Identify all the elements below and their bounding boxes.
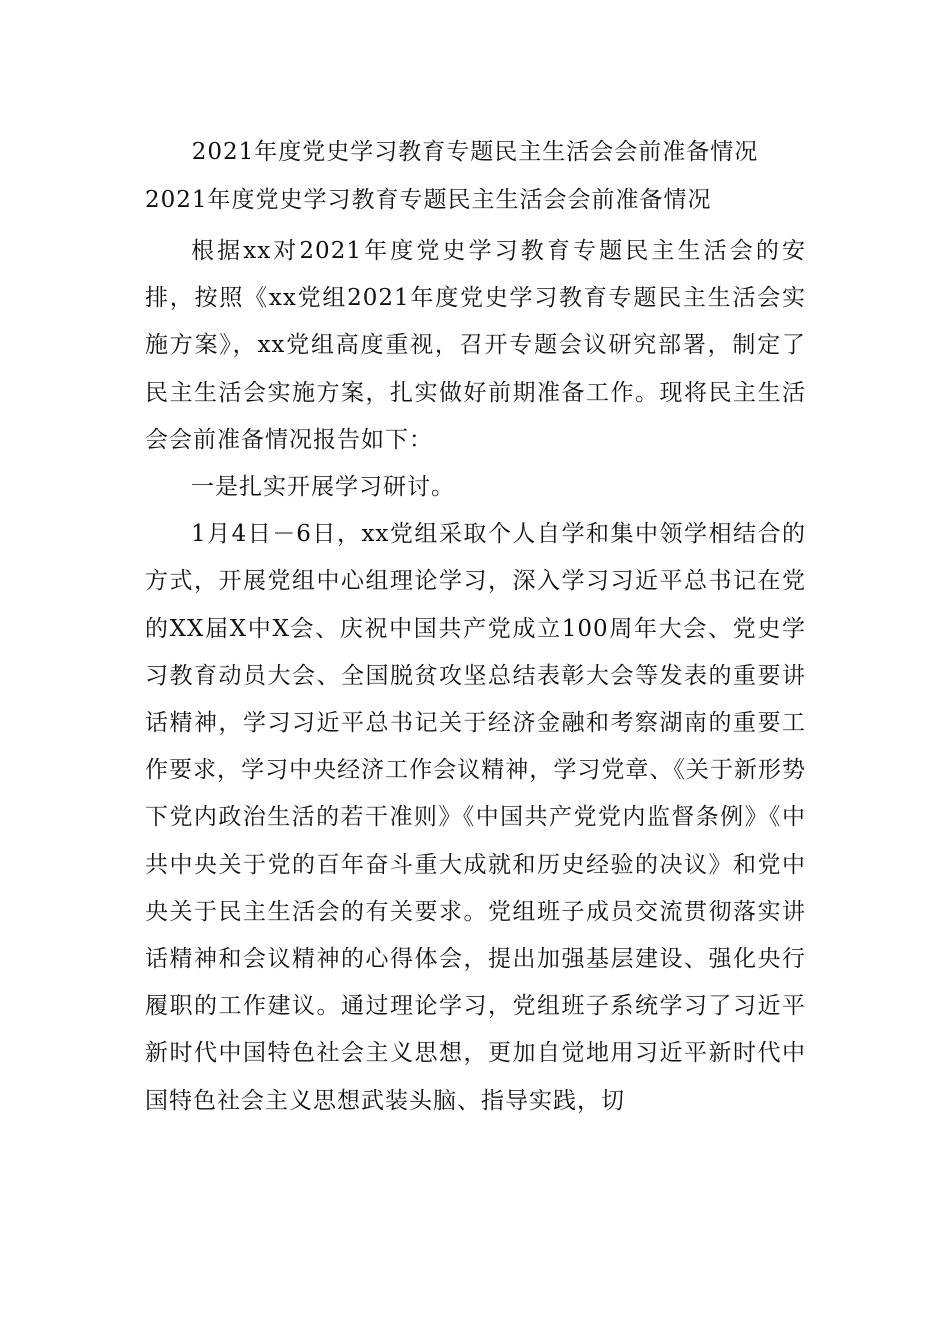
paragraph-intro: 根据xx对2021年度党史学习教育专题民主生活会的安排，按照《xx党组2021年度党史学习教育专题民主生活会实施方案》，xx党组高度重视，召开专题会议研究部署，制定了民主生活会实施方案，扎实做好前期准备工作。现将民主生活会会前准备情况报告如下： (145, 238, 806, 453)
document-subtitle: 2021年度党史学习教育专题民主生活会会前准备情况 (145, 187, 712, 213)
paragraph-study-details: 1月4日－6日，xx党组采取个人自学和集中领学相结合的方式，开展党组中心组理论学习，深入学习习近平总书记在党的XX届X中X会、庆祝中国共产党成立100周年大会、党史学习教育动员大会、全国脱贫攻坚总结表彰大会等发表的重要讲话精神，学习习近平总书记关于经济金融和考察湖南的重要工作要求，学习中央经济工作会议精神，学习党章、《关于新形势下党内政治生活的若干准则》《中国共产党党内监督条例》《中共中央关于党的百年奋斗重大成就和历史经验的决议》和党中央关于民主生活会的有关要求。党组班子成员交流贯彻落实讲话精神和会议精神的心得体会，提出加强基层建设、强化央行履职的工作建议。通过理论学习，党组班子系统学习了习近平新时代中国特色社会主义思想，更加自觉地用习近平新时代中国特色社会主义思想武装头脑、指导实践，切 (145, 521, 806, 1114)
paragraph-section-heading: 一是扎实开展学习研讨。 (191, 474, 455, 501)
document-title: 2021年度党史学习教育专题民主生活会会前准备情况 (191, 139, 759, 165)
document-body (145, 228, 806, 1125)
